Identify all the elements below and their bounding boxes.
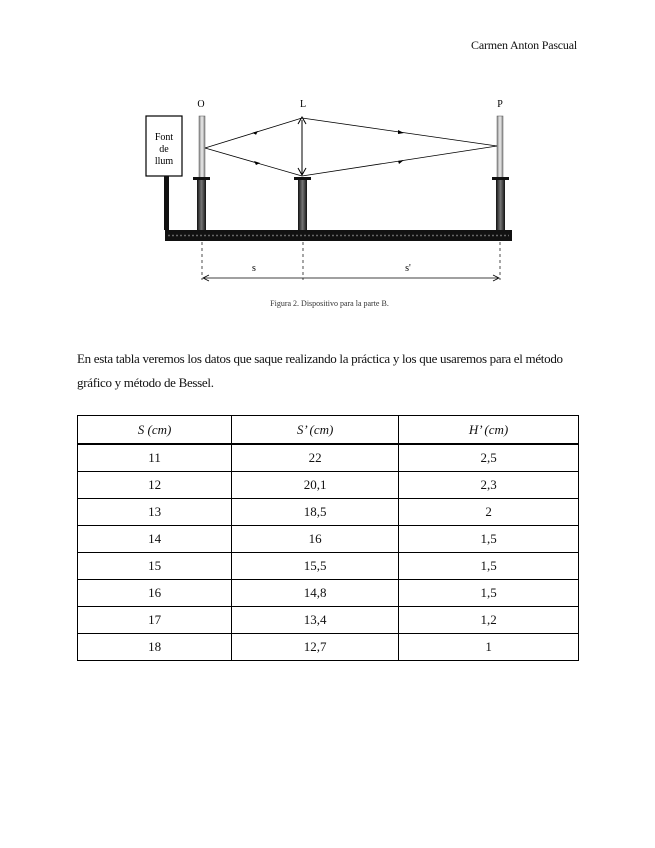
cell-s: 11: [78, 444, 232, 472]
label-distance-s-prime: s': [405, 263, 411, 274]
table-row: [78, 444, 579, 472]
label-distance-s: s: [252, 263, 256, 274]
cell-h-prime: 2: [399, 499, 579, 526]
cell-h-prime: 1,2: [399, 607, 579, 634]
screen-rod: [497, 116, 503, 178]
cell-s-prime: 14,8: [232, 580, 399, 607]
cell-s-prime: 13,4: [232, 607, 399, 634]
label-object: O: [197, 99, 205, 110]
cell-s: 17: [78, 607, 232, 634]
table-row: [78, 553, 579, 580]
author-name: Carmen Anton Pascual: [471, 38, 577, 52]
column-header-h-prime: H’ (cm): [399, 416, 579, 445]
cell-h-prime: 1,5: [399, 526, 579, 553]
table-row: [78, 607, 579, 634]
cell-s-prime: 20,1: [232, 472, 399, 499]
lens-post: [298, 180, 307, 230]
cell-s: 16: [78, 580, 232, 607]
cell-h-prime: 2,3: [399, 472, 579, 499]
cell-s-prime: 18,5: [232, 499, 399, 526]
optical-bench-diagram: [0, 0, 655, 300]
table-row: [78, 472, 579, 499]
cell-s: 12: [78, 472, 232, 499]
column-header-s-prime: S’ (cm): [232, 416, 399, 445]
table-row: [78, 580, 579, 607]
table-row: [78, 634, 579, 661]
object-rod: [199, 116, 205, 178]
body-paragraph: En esta tabla veremos los datos que saque realizando la práctica y los que usaremos para el método gráfico y método de Bessel.: [77, 351, 563, 390]
object-post: [197, 180, 206, 230]
column-header-s: S (cm): [78, 416, 232, 445]
table-row: [78, 526, 579, 553]
cell-s-prime: 15,5: [232, 553, 399, 580]
source-label-de: de: [159, 144, 169, 155]
cell-h-prime: 1,5: [399, 553, 579, 580]
label-screen: P: [497, 99, 503, 110]
label-lens: L: [299, 99, 307, 110]
cell-h-prime: 2,5: [399, 444, 579, 472]
table-row: [78, 499, 579, 526]
table-header-row: [78, 416, 579, 445]
cell-s: 13: [78, 499, 232, 526]
light-source-post: [164, 176, 169, 230]
figure-caption: Figura 2. Dispositivo para la parte B.: [270, 299, 389, 308]
screen-post: [496, 180, 505, 230]
cell-s: 15: [78, 553, 232, 580]
cell-h-prime: 1: [399, 634, 579, 661]
cell-s-prime: 16: [232, 526, 399, 553]
source-label-font: Font: [154, 132, 174, 143]
cell-s: 18: [78, 634, 232, 661]
cell-s-prime: 22: [232, 444, 399, 472]
cell-h-prime: 1,5: [399, 580, 579, 607]
cell-s: 14: [78, 526, 232, 553]
source-label-llum: llum: [154, 156, 174, 167]
light-rays: [205, 118, 497, 176]
cell-s-prime: 12,7: [232, 634, 399, 661]
measurements-table: [77, 415, 579, 661]
